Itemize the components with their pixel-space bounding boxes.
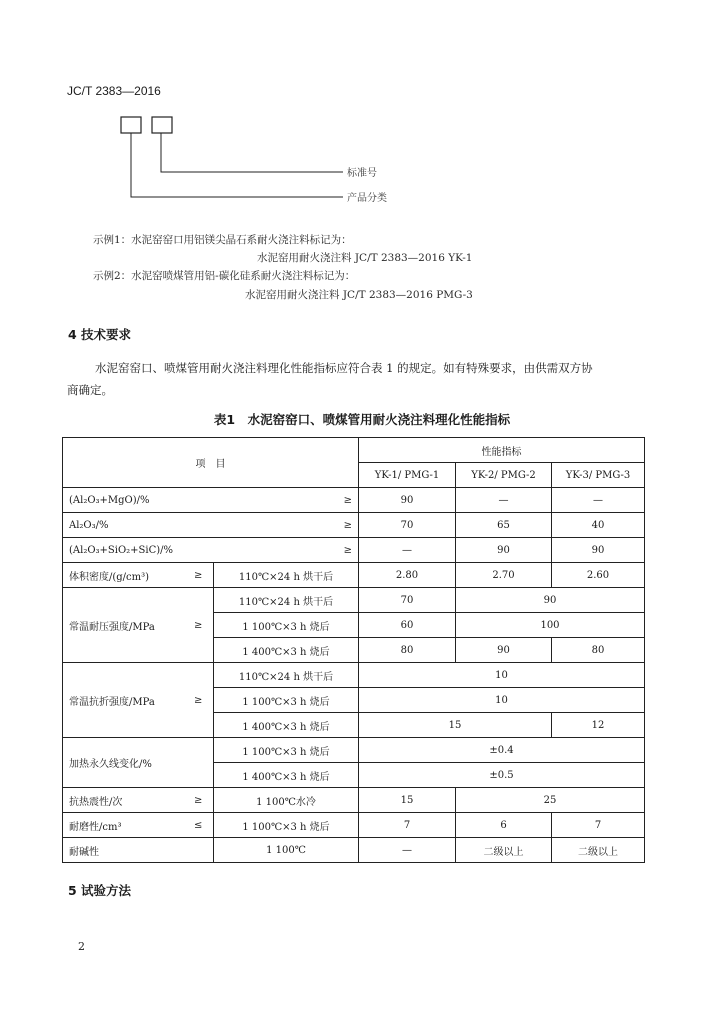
table-cell: — xyxy=(456,488,552,513)
table-cell: — xyxy=(552,488,645,513)
ge-sign: ≥ xyxy=(214,488,359,513)
table-cell: 15 xyxy=(359,788,456,813)
table-cell: 1 400℃×3 h 烧后 xyxy=(214,763,359,788)
section-5-title: 5 试验方法 xyxy=(68,883,132,898)
table-header-row xyxy=(63,438,645,463)
label-standard-no: 标准号 xyxy=(347,168,377,179)
table-cell: 90 xyxy=(456,538,552,563)
table-cell: 110℃×24 h 烘干后 xyxy=(214,588,359,613)
table-row xyxy=(63,813,645,838)
header-col3: YK-3/ PMG-3 xyxy=(552,463,645,488)
example-1-title: 示例1：水泥窑窑口用铝镁尖晶石系耐火浇注料标记为： xyxy=(93,234,352,246)
standard-code: JC/T 2383—2016 xyxy=(67,84,161,98)
header-col1: YK-1/ PMG-1 xyxy=(359,463,456,488)
category-box xyxy=(121,117,141,133)
section-4-para-line1: 水泥窑窑口、喷煤管用耐火浇注料理化性能指标应符合表 1 的规定。如有特殊要求，由供需双方协 xyxy=(95,361,593,375)
table-cell: 1 400℃×3 h 烧后 xyxy=(214,638,359,663)
table-cell: 80 xyxy=(359,638,456,663)
table-row xyxy=(63,788,645,813)
table-cell: 100 xyxy=(456,613,645,638)
table-row xyxy=(63,738,645,763)
header-performance: 性能指标 xyxy=(359,438,645,463)
marking-diagram xyxy=(0,0,724,220)
table-cell: 2.70 xyxy=(456,563,552,588)
row-label: Al₂O₃/% xyxy=(63,513,214,538)
row-label: 加热永久线变化/% xyxy=(63,738,214,788)
row-label: (Al₂O₃+SiO₂+SiC)/% xyxy=(63,538,214,563)
table-cell: 1 400℃×3 h 烧后 xyxy=(214,713,359,738)
ge-sign: ≥ xyxy=(184,663,214,738)
table-cell: — xyxy=(359,538,456,563)
table-cell: 90 xyxy=(456,638,552,663)
table-cell: ±0.4 xyxy=(359,738,645,763)
ge-sign: ≥ xyxy=(214,513,359,538)
table-cell: 90 xyxy=(552,538,645,563)
header-col2: YK-2/ PMG-2 xyxy=(456,463,552,488)
table-row xyxy=(63,838,645,863)
row-label: 耐磨性/cm³ xyxy=(63,813,184,838)
table-row xyxy=(63,563,645,588)
example-1-code: 水泥窑用耐火浇注料 JC/T 2383—2016 YK-1 xyxy=(257,252,473,264)
table-cell: 6 xyxy=(456,813,552,838)
table-caption: 表1 水泥窑窑口、喷煤管用耐火浇注料理化性能指标 xyxy=(213,412,511,427)
ge-sign: ≥ xyxy=(184,588,214,663)
row-label: 体积密度/(g/cm³) xyxy=(63,563,184,588)
table-cell: 10 xyxy=(359,688,645,713)
row-label: 抗热震性/次 xyxy=(63,788,184,813)
section-4-title: 4 技术要求 xyxy=(68,327,132,342)
table-cell: 60 xyxy=(359,613,456,638)
table-cell: 二级以上 xyxy=(552,838,645,863)
table-cell: 1 100℃×3 h 烧后 xyxy=(214,688,359,713)
table-cell: 7 xyxy=(552,813,645,838)
standard-no-leader xyxy=(161,133,343,172)
table-cell: 1 100℃×3 h 烧后 xyxy=(214,738,359,763)
table-cell: 15 xyxy=(359,713,552,738)
table-row xyxy=(63,663,645,688)
le-sign: ≤ xyxy=(184,813,214,838)
table-cell: 二级以上 xyxy=(456,838,552,863)
ge-sign: ≥ xyxy=(214,538,359,563)
table-cell: 2.60 xyxy=(552,563,645,588)
row-label: 常温抗折强度/MPa xyxy=(63,663,184,738)
table-cell: 65 xyxy=(456,513,552,538)
table-cell: — xyxy=(359,838,456,863)
table-cell: 90 xyxy=(456,588,645,613)
category-leader xyxy=(131,133,343,197)
table-cell: 1 100℃ xyxy=(214,838,359,863)
table-cell: 110℃×24 h 烘干后 xyxy=(214,663,359,688)
standard-no-box xyxy=(152,117,172,133)
page-number: 2 xyxy=(78,940,85,953)
row-label: (Al₂O₃+MgO)/% xyxy=(63,488,214,513)
table-cell: 12 xyxy=(552,713,645,738)
table-cell: 10 xyxy=(359,663,645,688)
table-row xyxy=(63,538,645,563)
table-row xyxy=(63,513,645,538)
table-cell: 70 xyxy=(359,513,456,538)
table-cell: ±0.5 xyxy=(359,763,645,788)
table-cell: 90 xyxy=(359,488,456,513)
table-cell: 1 100℃×3 h 烧后 xyxy=(214,613,359,638)
section-4-para-line2: 商确定。 xyxy=(67,383,113,397)
table-cell: 80 xyxy=(552,638,645,663)
table-cell: 7 xyxy=(359,813,456,838)
table-row xyxy=(63,488,645,513)
ge-sign: ≥ xyxy=(184,788,214,813)
ge-sign: ≥ xyxy=(184,563,214,588)
table-cell: 25 xyxy=(456,788,645,813)
property-table xyxy=(62,437,645,863)
table-row xyxy=(63,588,645,613)
example-2-code: 水泥窑用耐火浇注料 JC/T 2383—2016 PMG-3 xyxy=(245,289,473,301)
table-cell: 110℃×24 h 烘干后 xyxy=(214,563,359,588)
header-item: 项 目 xyxy=(63,438,359,488)
row-label: 耐碱性 xyxy=(63,838,214,863)
table-cell: 70 xyxy=(359,588,456,613)
row-label: 常温耐压强度/MPa xyxy=(63,588,184,663)
table-cell: 1 100℃水冷 xyxy=(214,788,359,813)
label-category: 产品分类 xyxy=(347,193,387,204)
table-cell: 1 100℃×3 h 烧后 xyxy=(214,813,359,838)
example-2-title: 示例2：水泥窑喷煤管用铝-碳化硅系耐火浇注料标记为： xyxy=(93,270,356,282)
table-cell: 40 xyxy=(552,513,645,538)
table-cell: 2.80 xyxy=(359,563,456,588)
